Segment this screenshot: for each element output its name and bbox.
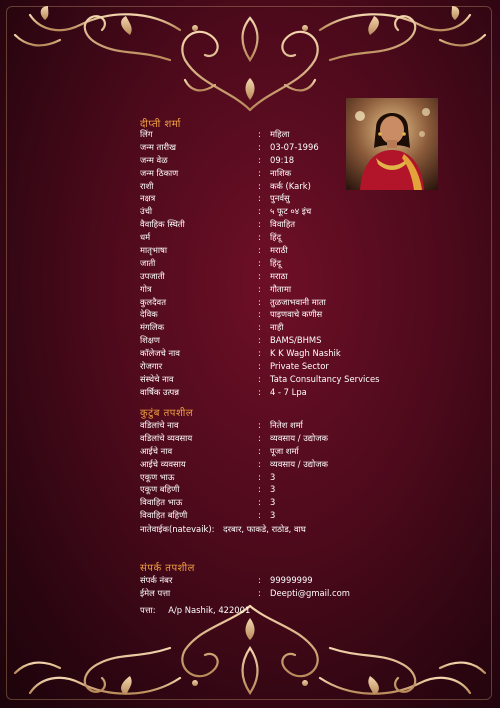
family-detail-value: 3 (270, 471, 276, 482)
contact-detail-value: 99999999 (270, 575, 313, 585)
personal-detail-value: नाशिक (270, 167, 292, 178)
colon-separator: : (258, 180, 261, 191)
relatives-value: दरबार, फाकडे, राठोड, वाघ (223, 524, 306, 534)
colon-separator: : (258, 296, 261, 307)
colon-separator: : (258, 257, 261, 268)
family-detail-label: वडिलांचे व्यवसाय (140, 432, 193, 443)
colon-separator: : (258, 497, 261, 508)
family-detail-label: विवाहित भाऊ (140, 497, 183, 508)
family-detail-label: एकूण बहिणी (140, 484, 180, 495)
colon-separator: : (258, 458, 261, 469)
relatives-row (140, 524, 306, 535)
candidate-name: दीप्ती शर्मा (140, 119, 181, 130)
family-detail-value: 3 (270, 497, 276, 508)
colon-separator: : (258, 361, 261, 372)
personal-detail-value: BAMS/BHMS (270, 335, 322, 346)
family-detail-label: आईचे नाव (140, 445, 173, 456)
personal-detail-value: पाइणवाचे कणीस (270, 309, 323, 320)
personal-detail-value: K K Wagh Nashik (270, 348, 341, 359)
colon-separator: : (258, 270, 261, 281)
personal-detail-label: जाती (140, 257, 156, 268)
personal-detail-label: धर्म (140, 232, 151, 243)
colon-separator: : (258, 283, 261, 294)
personal-detail-label: लिंग (140, 129, 153, 139)
colon-separator: : (258, 386, 261, 397)
personal-detail-label: संस्थेचे नाव (140, 373, 174, 384)
personal-detail-value: हिंदू (270, 257, 282, 268)
personal-detail-value: मराठी (270, 245, 288, 256)
personal-detail-label: नक्षत्र (140, 193, 156, 204)
personal-detail-label: वैवाहिक स्थिती (140, 219, 185, 230)
address-label: पत्ता: (140, 605, 156, 615)
contact-detail-label: ईमेल पत्ता (140, 587, 171, 598)
address-value: A/p Nashik, 422001 (168, 605, 251, 615)
contact-detail-value: Deepti@gmail.com (270, 587, 350, 598)
personal-detail-value: 03-07-1996 (270, 141, 319, 152)
colon-separator: : (258, 471, 261, 482)
personal-detail-value: पुनर्वसु (270, 193, 290, 204)
colon-separator: : (258, 154, 261, 165)
contact-section-title: संपर्क तपशील (140, 563, 195, 574)
colon-separator: : (258, 510, 261, 521)
colon-separator: : (258, 309, 261, 320)
colon-separator: : (258, 484, 261, 495)
personal-detail-label: कॉलेजचे नाव (140, 348, 180, 359)
personal-detail-label: देविक (140, 309, 158, 320)
personal-detail-label: जन्म तारीख (140, 141, 176, 152)
family-detail-label: वडिलांचे नाव (140, 420, 179, 430)
personal-detail-label: मंगलिक (140, 322, 165, 333)
colon-separator: : (258, 420, 261, 430)
colon-separator: : (258, 245, 261, 256)
personal-detail-label: गोत्र (140, 283, 152, 294)
personal-detail-label: कुलदैवत (140, 296, 166, 307)
family-detail-label: आईचे व्यवसाय (140, 458, 186, 469)
personal-detail-value: विवाहित (270, 219, 296, 230)
colon-separator: : (258, 206, 261, 217)
personal-detail-value: ५ फूट ०४ इंच (270, 206, 312, 217)
personal-detail-value: Tata Consultancy Services (270, 373, 380, 384)
colon-separator: : (258, 167, 261, 178)
personal-detail-label: जन्म ठिकाण (140, 167, 179, 178)
colon-separator: : (258, 575, 261, 585)
colon-separator: : (258, 348, 261, 359)
colon-separator: : (258, 373, 261, 384)
personal-detail-label: उपजाती (140, 270, 165, 281)
colon-separator: : (258, 445, 261, 456)
family-detail-label: एकूण भाऊ (140, 471, 175, 482)
personal-detail-label: शिक्षण (140, 335, 160, 346)
personal-detail-value: महिला (270, 129, 290, 139)
personal-detail-label: जन्म वेळ (140, 154, 168, 165)
colon-separator: : (258, 587, 261, 598)
address-row (140, 605, 250, 616)
colon-separator: : (258, 141, 261, 152)
family-detail-value: पूजा शर्मा (270, 445, 299, 456)
family-section-title: कुटुंब तपशील (140, 408, 194, 419)
colon-separator: : (258, 129, 261, 139)
colon-separator: : (258, 322, 261, 333)
family-detail-value: 3 (270, 510, 276, 521)
personal-detail-label: मातृभाषा (140, 245, 168, 256)
colon-separator: : (258, 193, 261, 204)
profile-photo (346, 98, 438, 190)
personal-detail-value: 09:18 (270, 154, 295, 165)
colon-separator: : (258, 232, 261, 243)
family-detail-value: व्यवसाय / उद्योजक (270, 432, 328, 443)
family-detail-value: नितेश शर्मा (270, 420, 303, 430)
relatives-label: नातेवाईक(natevaik): (140, 524, 215, 534)
personal-detail-value: गौतामा (270, 283, 292, 294)
family-detail-value: 3 (270, 484, 276, 495)
personal-detail-value: मराठा (270, 270, 288, 281)
colon-separator: : (258, 432, 261, 443)
personal-detail-value: Private Sector (270, 361, 329, 372)
colon-separator: : (258, 335, 261, 346)
personal-detail-label: वार्षिक उत्पन्न (140, 386, 180, 397)
family-detail-label: विवाहित बहिणी (140, 510, 188, 521)
colon-separator: : (258, 219, 261, 230)
personal-detail-value: 4 - 7 Lpa (270, 386, 307, 397)
personal-detail-label: रोजगार (140, 361, 163, 372)
family-detail-value: व्यवसाय / उद्योजक (270, 458, 328, 469)
personal-detail-label: उंची (140, 206, 153, 217)
personal-detail-value: हिंदू (270, 232, 282, 243)
personal-detail-value: नाही (270, 322, 284, 333)
contact-detail-label: संपर्क नंबर (140, 575, 173, 585)
personal-detail-value: तुळजाभवानी माता (270, 296, 326, 307)
personal-detail-value: कर्क (Kark) (270, 180, 311, 191)
personal-detail-label: राशी (140, 180, 154, 191)
